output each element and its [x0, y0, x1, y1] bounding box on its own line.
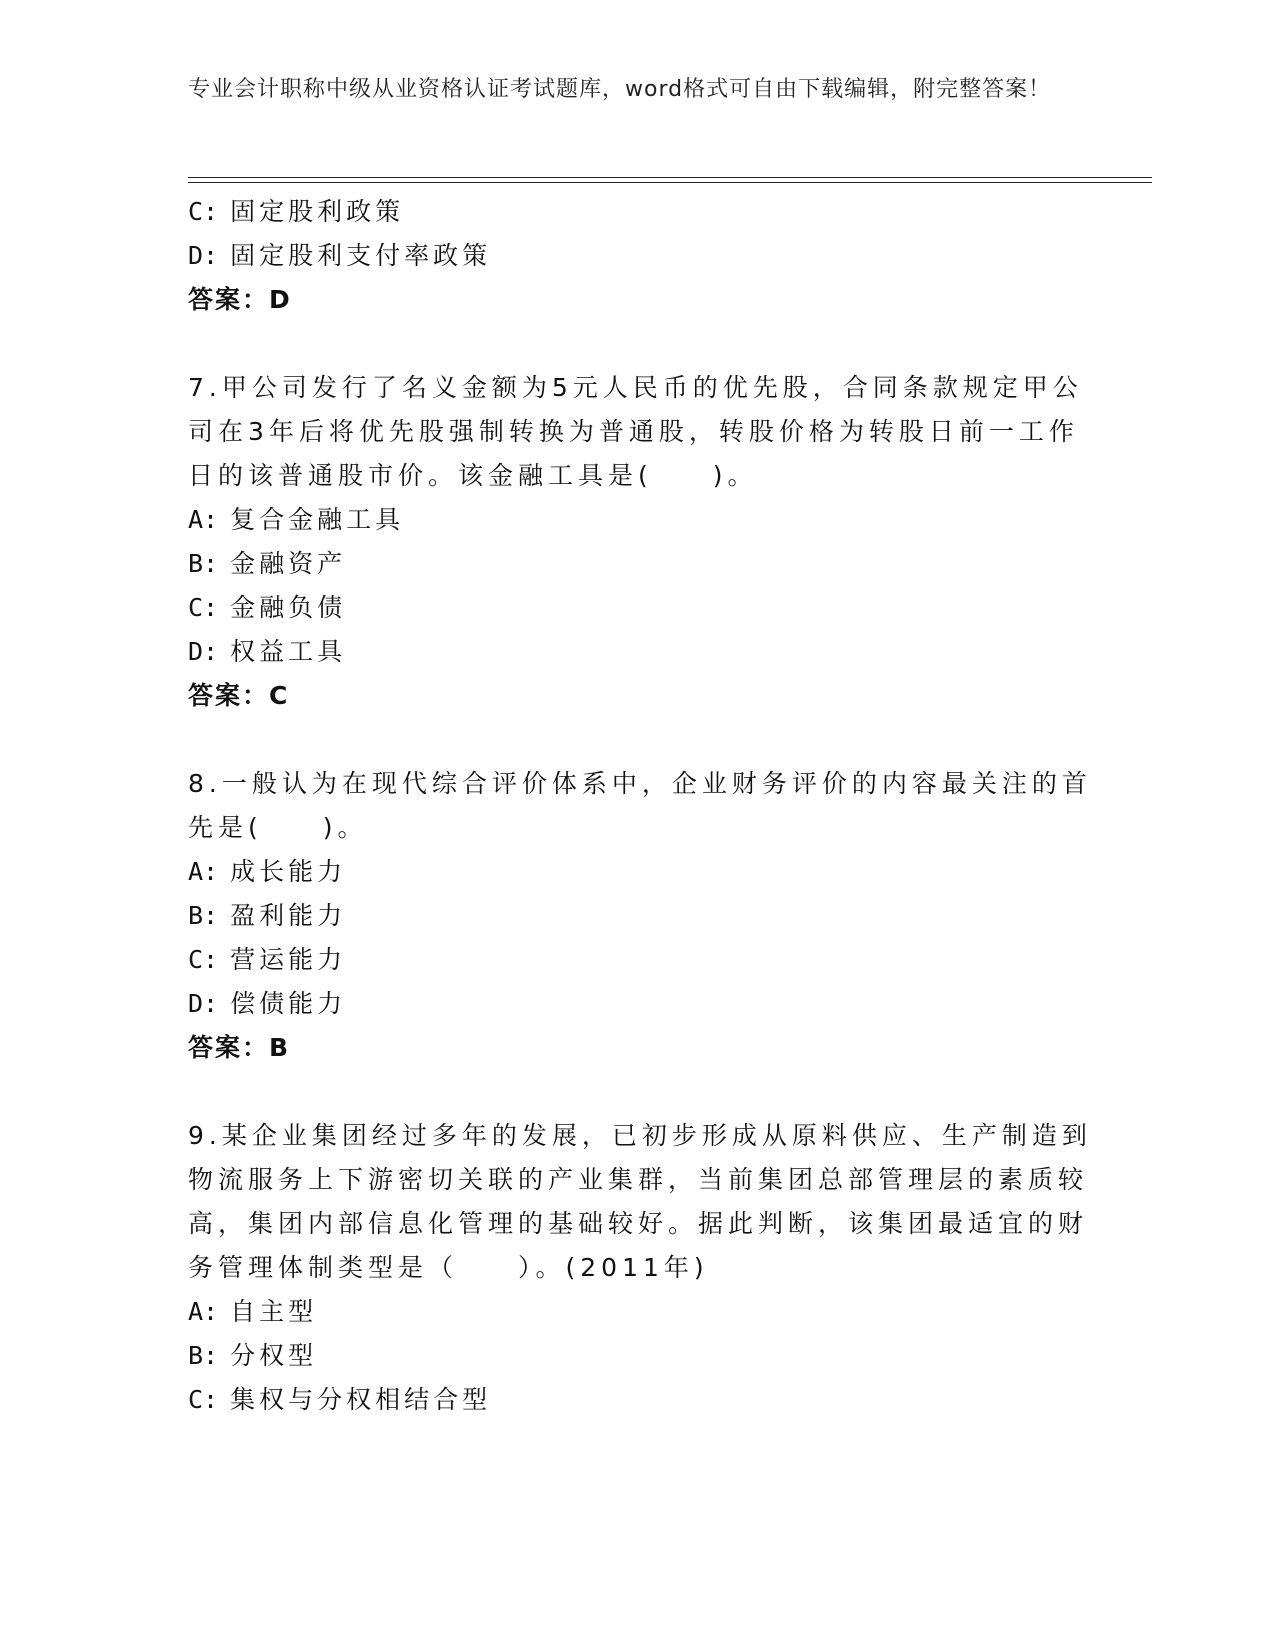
option-c: [188, 1380, 491, 1416]
option-letter: C:: [188, 945, 219, 974]
option-letter: D:: [188, 241, 219, 270]
option-text: 营运能力: [230, 945, 347, 974]
question-7-line-2: 司在3年后将优先股强制转换为普通股，转股价格为转股日前一工作: [188, 417, 1079, 446]
option-letter: C:: [188, 197, 219, 226]
option-b: [188, 1336, 317, 1372]
option-text: 偿债能力: [230, 989, 347, 1018]
header-divider-bottom: [188, 182, 1152, 183]
option-text: 分权型: [230, 1341, 318, 1370]
question-8-line-1: 8.一般认为在现代综合评价体系中，企业财务评价的内容最关注的首: [188, 769, 1092, 798]
option-letter: A:: [188, 505, 219, 534]
option-d: [188, 984, 346, 1020]
option-letter: C:: [188, 593, 219, 622]
option-letter: D:: [188, 989, 219, 1018]
option-text: 自主型: [230, 1297, 318, 1326]
question-7-line-3: 日的该普通股市价。该金融工具是( )。: [188, 461, 758, 490]
document-header: 专业会计职称中级从业资格认证考试题库，word格式可自由下载编辑，附完整答案！: [188, 77, 1052, 102]
question-9-line-2: 物流服务上下游密切关联的产业集群，当前集团总部管理层的素质较: [188, 1165, 1089, 1194]
option-a: [188, 852, 346, 888]
option-b: [188, 544, 346, 580]
option-text: 集权与分权相结合型: [230, 1385, 492, 1414]
question-9-line-3: 高，集团内部信息化管理的基础较好。据此判断，该集团最适宜的财: [188, 1209, 1089, 1238]
option-letter: A:: [188, 857, 219, 886]
answer-line: 答案：C: [188, 681, 290, 710]
option-d: [188, 236, 491, 272]
option-text: 固定股利政策: [230, 197, 405, 226]
question-9-line-4: 务管理体制类型是（ ）。(2011年): [188, 1253, 709, 1282]
header-divider-top: [188, 177, 1152, 178]
option-letter: B:: [188, 901, 219, 930]
option-letter: D:: [188, 637, 219, 666]
option-a: [188, 500, 404, 536]
option-text: 金融负债: [230, 593, 347, 622]
option-a: [188, 1292, 317, 1328]
option-text: 固定股利支付率政策: [230, 241, 492, 270]
option-text: 成长能力: [230, 857, 347, 886]
option-letter: B:: [188, 1341, 219, 1370]
option-letter: B:: [188, 549, 219, 578]
question-8-line-2: 先是( )。: [188, 813, 368, 842]
option-text: 金融资产: [230, 549, 347, 578]
option-d: [188, 632, 346, 668]
option-letter: A:: [188, 1297, 219, 1326]
option-text: 复合金融工具: [230, 505, 405, 534]
option-letter: C:: [188, 1385, 219, 1414]
question-7-line-1: 7.甲公司发行了名义金额为5元人民币的优先股，合同条款规定甲公: [188, 373, 1083, 402]
answer-line: 答案：B: [188, 1033, 291, 1062]
option-c: [188, 940, 346, 976]
option-c: [188, 192, 404, 228]
option-c: [188, 588, 346, 624]
question-9-line-1: 9.某企业集团经过多年的发展，已初步形成从原料供应、生产制造到: [188, 1121, 1092, 1150]
option-text: 权益工具: [230, 637, 347, 666]
option-b: [188, 896, 346, 932]
answer-line: 答案：D: [188, 285, 292, 314]
option-text: 盈利能力: [230, 901, 347, 930]
